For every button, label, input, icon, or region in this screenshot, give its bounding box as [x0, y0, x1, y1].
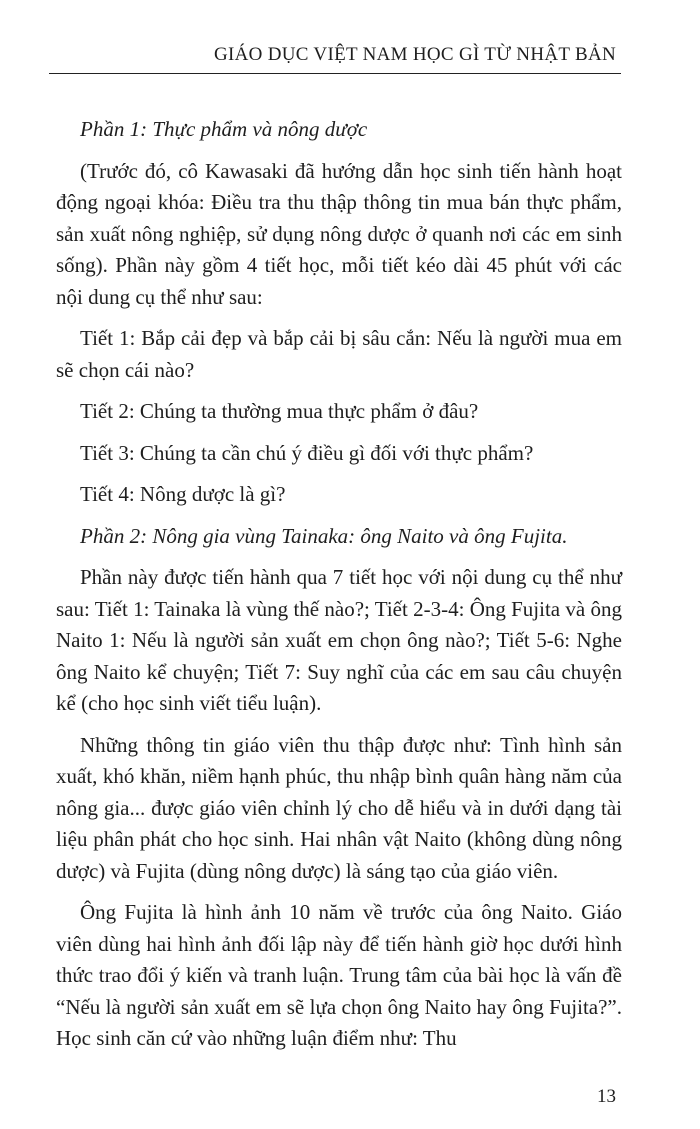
paragraph-part-2-lessons: Phần này được tiến hành qua 7 tiết học với nội dung cụ thể như sau: Tiết 1: Tainaka là vùng thế nào?; Tiết 2-3-4: Ông Fujita và ông Naito 1: Nếu là người sản xuất em chọn ông nào?; Tiết 5-6: Nghe ông Naito kể chuyện; Tiết 7: Suy nghĩ của các em sau câu chuyện kể (cho học sinh viết tiểu luận).: [56, 565, 622, 715]
header-rule: [49, 73, 621, 74]
paragraph-lesson-2: Tiết 2: Chúng ta thường mua thực phẩm ở đâu?: [80, 399, 479, 423]
paragraph-lesson-4: Tiết 4: Nông dược là gì?: [80, 482, 286, 506]
paragraph-lesson-1: Tiết 1: Bắp cải đẹp và bắp cải bị sâu cắn: Nếu là người mua em sẽ chọn cái nào?: [56, 326, 622, 382]
page-number: 13: [597, 1086, 616, 1107]
paragraph-fujita-naito: Ông Fujita là hình ảnh 10 năm về trước của ông Naito. Giáo viên dùng hai hình ảnh đối lập này để tiến hành giờ học dưới hình thức trao đổi ý kiến và tranh luận. Trung tâm của bài học là vấn đề “Nếu là người sản xuất em sẽ lựa chọn ông Naito hay ông Fujita?”. Học sinh căn cứ vào những luận điểm như: Thu: [56, 900, 622, 1050]
page-body: [56, 104, 622, 1065]
paragraph-intro: (Trước đó, cô Kawasaki đã hướng dẫn học sinh tiến hành hoạt động ngoại khóa: Điều tra thu thập thông tin mua bán thực phẩm, sản xuất nông nghiệp, sử dụng nông dược ở quanh nơi các em sinh sống). Phần này gồm 4 tiết học, mỗi tiết kéo dài 45 phút với các nội dung cụ thể như sau:: [56, 158, 622, 309]
paragraph-lesson-3: Tiết 3: Chúng ta cần chú ý điều gì đối với thực phẩm?: [80, 440, 534, 465]
running-header: GIÁO DỤC VIỆT NAM HỌC GÌ TỪ NHẬT BẢN: [213, 44, 616, 65]
section-heading-part-1: Phần 1: Thực phẩm và nông dược: [80, 117, 368, 141]
section-heading-part-2: Phần 2: Nông gia vùng Tainaka: ông Naito và ông Fujita.: [80, 523, 568, 548]
paragraph-teacher-info: Những thông tin giáo viên thu thập được như: Tình hình sản xuất, khó khăn, niềm hạnh phúc, thu nhập bình quân hàng năm của nông gia... được giáo viên chỉnh lý cho dễ hiểu và in dưới dạng tài liệu phân phát cho học sinh. Hai nhân vật Naito (không dùng nông dược) và Fujita (dùng nông dược) là sáng tạo của giáo viên.: [56, 732, 622, 883]
